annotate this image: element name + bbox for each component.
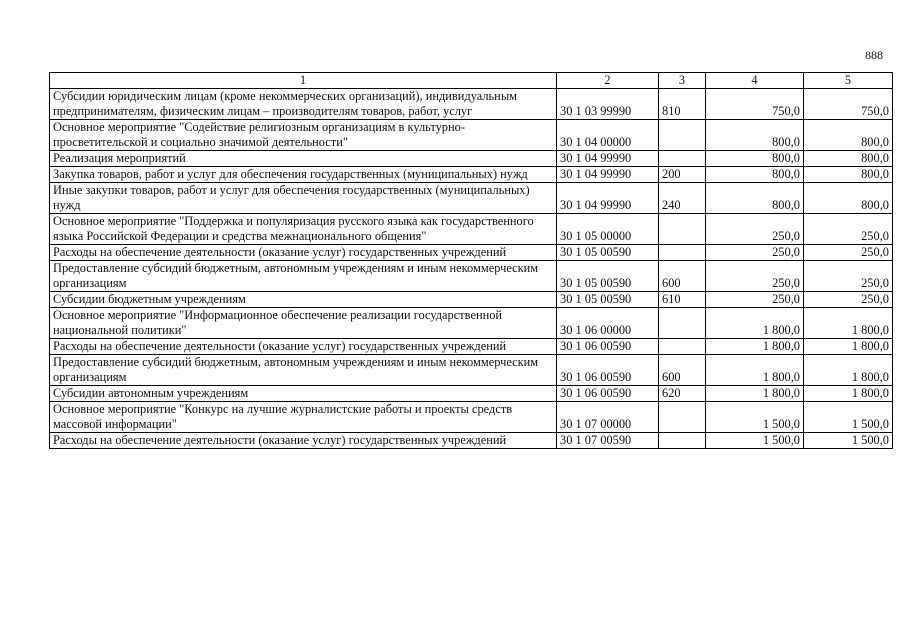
table-row (50, 167, 893, 183)
table-row (50, 151, 893, 167)
row-sum-2-cell: 1 500,0 (804, 433, 893, 449)
row-name-cell: Иные закупки товаров, работ и услуг для обеспечения государственных (муниципальных) нужд (50, 183, 557, 214)
row-type-cell: 810 (659, 89, 706, 120)
row-code-cell: 30 1 07 00590 (557, 433, 659, 449)
row-sum-1-cell: 800,0 (706, 120, 804, 151)
row-name-cell: Основное мероприятие "Конкурс на лучшие журналистские работы и проекты средств массовой информации" (50, 402, 557, 433)
row-sum-1-cell: 250,0 (706, 292, 804, 308)
row-type-cell (659, 245, 706, 261)
column-header-5: 5 (804, 73, 893, 89)
row-type-cell (659, 120, 706, 151)
row-type-cell: 620 (659, 386, 706, 402)
row-type-cell (659, 308, 706, 339)
table-row (50, 120, 893, 151)
row-type-cell (659, 402, 706, 433)
row-code-cell: 30 1 05 00000 (557, 214, 659, 245)
row-sum-2-cell: 1 800,0 (804, 386, 893, 402)
table-row (50, 245, 893, 261)
row-name-cell: Основное мероприятие "Поддержка и популяризация русского языка как государственного языка Российской Федерации и средства межнационального общения" (50, 214, 557, 245)
row-sum-2-cell: 1 800,0 (804, 308, 893, 339)
row-sum-1-cell: 800,0 (706, 183, 804, 214)
row-code-cell: 30 1 04 99990 (557, 151, 659, 167)
table-row (50, 433, 893, 449)
row-code-cell: 30 1 07 00000 (557, 402, 659, 433)
row-type-cell: 600 (659, 261, 706, 292)
row-name-cell: Расходы на обеспечение деятельности (оказание услуг) государственных учреждений (50, 245, 557, 261)
row-sum-1-cell: 800,0 (706, 167, 804, 183)
row-name-cell: Расходы на обеспечение деятельности (оказание услуг) государственных учреждений (50, 339, 557, 355)
row-name-cell: Субсидии бюджетным учреждениям (50, 292, 557, 308)
table-row (50, 292, 893, 308)
row-name-cell: Предоставление субсидий бюджетным, автономным учреждениям и иным некоммерческим организациям (50, 355, 557, 386)
row-sum-1-cell: 1 800,0 (706, 308, 804, 339)
row-code-cell: 30 1 05 00590 (557, 261, 659, 292)
table-row (50, 386, 893, 402)
row-sum-2-cell: 250,0 (804, 214, 893, 245)
row-type-cell (659, 433, 706, 449)
table-row (50, 214, 893, 245)
row-sum-1-cell: 800,0 (706, 151, 804, 167)
row-code-cell: 30 1 06 00590 (557, 339, 659, 355)
row-sum-2-cell: 250,0 (804, 245, 893, 261)
row-code-cell: 30 1 04 99990 (557, 167, 659, 183)
row-type-cell (659, 151, 706, 167)
row-name-cell: Субсидии автономным учреждениям (50, 386, 557, 402)
row-name-cell: Закупка товаров, работ и услуг для обеспечения государственных (муниципальных) нужд (50, 167, 557, 183)
row-sum-2-cell: 800,0 (804, 183, 893, 214)
row-type-cell (659, 214, 706, 245)
row-name-cell: Предоставление субсидий бюджетным, автономным учреждениям и иным некоммерческим организациям (50, 261, 557, 292)
row-sum-2-cell: 750,0 (804, 89, 893, 120)
row-sum-1-cell: 1 800,0 (706, 339, 804, 355)
row-name-cell: Субсидии юридическим лицам (кроме некоммерческих организаций), индивидуальным предпринимателям, физическим лицам – производителям товаров, работ, услуг (50, 89, 557, 120)
row-sum-1-cell: 250,0 (706, 214, 804, 245)
row-type-cell: 610 (659, 292, 706, 308)
row-sum-2-cell: 1 800,0 (804, 339, 893, 355)
table-row (50, 183, 893, 214)
row-type-cell: 240 (659, 183, 706, 214)
column-header-4: 4 (706, 73, 804, 89)
row-code-cell: 30 1 06 00590 (557, 386, 659, 402)
table-row (50, 261, 893, 292)
column-header-1: 1 (50, 73, 557, 89)
row-code-cell: 30 1 04 00000 (557, 120, 659, 151)
row-sum-2-cell: 1 500,0 (804, 402, 893, 433)
row-sum-1-cell: 750,0 (706, 89, 804, 120)
table-header-row (50, 73, 893, 89)
table-row (50, 89, 893, 120)
row-code-cell: 30 1 06 00590 (557, 355, 659, 386)
row-name-cell: Основное мероприятие "Содействие религиозным организациям в культурно-просветительской и социально значимой деятельности" (50, 120, 557, 151)
row-sum-1-cell: 1 500,0 (706, 402, 804, 433)
page-number: 888 (865, 48, 883, 62)
column-header-2: 2 (557, 73, 659, 89)
budget-table (49, 72, 893, 449)
row-sum-1-cell: 250,0 (706, 245, 804, 261)
row-name-cell: Основное мероприятие "Информационное обеспечение реализации государственной национальной политики" (50, 308, 557, 339)
row-sum-1-cell: 250,0 (706, 261, 804, 292)
row-code-cell: 30 1 06 00000 (557, 308, 659, 339)
row-sum-2-cell: 800,0 (804, 167, 893, 183)
row-code-cell: 30 1 05 00590 (557, 245, 659, 261)
row-sum-1-cell: 1 800,0 (706, 355, 804, 386)
table-row (50, 308, 893, 339)
row-sum-2-cell: 800,0 (804, 151, 893, 167)
row-sum-1-cell: 1 500,0 (706, 433, 804, 449)
row-sum-2-cell: 800,0 (804, 120, 893, 151)
row-sum-2-cell: 250,0 (804, 261, 893, 292)
table-row (50, 339, 893, 355)
row-code-cell: 30 1 03 99990 (557, 89, 659, 120)
row-name-cell: Реализация мероприятий (50, 151, 557, 167)
row-name-cell: Расходы на обеспечение деятельности (оказание услуг) государственных учреждений (50, 433, 557, 449)
row-code-cell: 30 1 05 00590 (557, 292, 659, 308)
table-row (50, 355, 893, 386)
column-header-3: 3 (659, 73, 706, 89)
row-type-cell: 200 (659, 167, 706, 183)
row-sum-2-cell: 1 800,0 (804, 355, 893, 386)
row-code-cell: 30 1 04 99990 (557, 183, 659, 214)
row-type-cell (659, 339, 706, 355)
row-sum-1-cell: 1 800,0 (706, 386, 804, 402)
row-type-cell: 600 (659, 355, 706, 386)
table-row (50, 402, 893, 433)
row-sum-2-cell: 250,0 (804, 292, 893, 308)
